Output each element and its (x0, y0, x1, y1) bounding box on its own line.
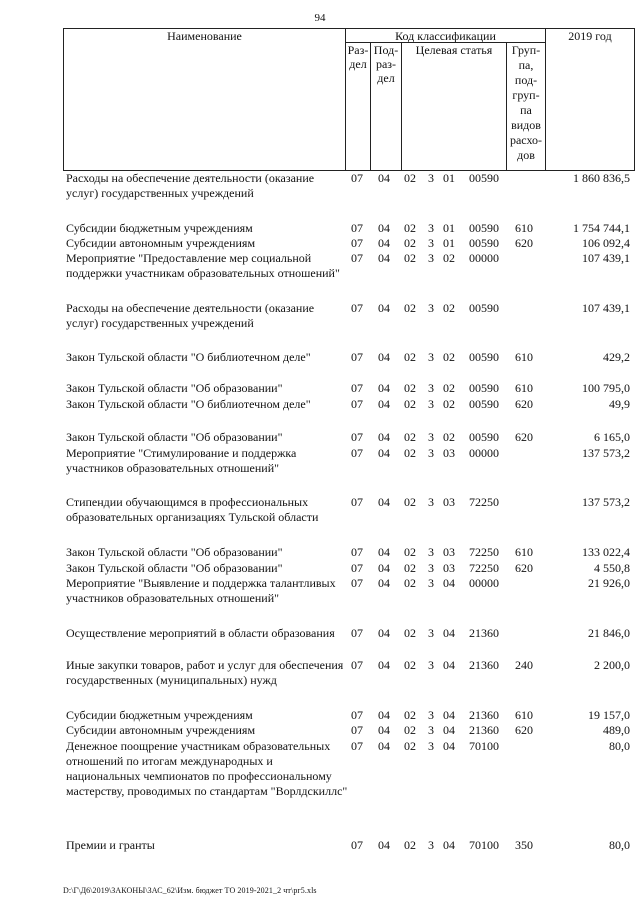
row-direction: 00590 (469, 381, 499, 395)
row-amount: 2 200,0 (594, 658, 630, 672)
row-name: Стипендии обучающимся в профессиональных образовательных организациях Тульской области (66, 495, 319, 524)
row-podrazdel: 04 (378, 708, 390, 722)
row-program: 02 (404, 708, 416, 722)
row-podrazdel: 04 (378, 171, 390, 185)
row-name: Закон Тульской области "Об образовании" (66, 381, 283, 395)
header-razdel-line: дел (349, 57, 367, 71)
row-name: Субсидии автономным учреждениям (66, 723, 256, 737)
row-event: 04 (443, 739, 455, 753)
table-header (63, 28, 635, 171)
row-subprogram: 3 (428, 430, 434, 444)
row-event: 03 (443, 545, 455, 559)
row-amount: 21 926,0 (588, 576, 630, 590)
row-name: Премии и гранты (66, 838, 155, 852)
row-razdel: 07 (351, 301, 363, 315)
row-event: 01 (443, 236, 455, 250)
row-direction: 21360 (469, 658, 499, 672)
row-program: 02 (404, 251, 416, 265)
row-event: 02 (443, 381, 455, 395)
row-razdel: 07 (351, 626, 363, 640)
row-subprogram: 3 (428, 221, 434, 235)
row-podrazdel: 04 (378, 545, 390, 559)
row-direction: 00590 (469, 350, 499, 364)
header-podrazdel-line: дел (377, 71, 395, 85)
row-expense-type: 620 (515, 397, 533, 411)
header-name: Наименование (167, 29, 242, 43)
row-event: 04 (443, 658, 455, 672)
row-podrazdel: 04 (378, 350, 390, 364)
row-expense-type: 620 (515, 236, 533, 250)
header-group-line: па, (518, 58, 534, 72)
row-name: Мероприятие "Выявление и поддержка талантливых участников образовательных отношений" (66, 576, 336, 605)
row-razdel: 07 (351, 397, 363, 411)
row-name: Денежное поощрение участникам образовательных отношений по итогам международных и национальных чемпионатов по профессиональному мастерству, проводимых по стандартам "Ворлдскиллс" (66, 739, 348, 798)
row-program: 02 (404, 236, 416, 250)
row-podrazdel: 04 (378, 561, 390, 575)
row-expense-type: 620 (515, 561, 533, 575)
row-name: Закон Тульской области "Об образовании" (66, 561, 283, 575)
row-amount: 489,0 (603, 723, 630, 737)
row-amount: 19 157,0 (588, 708, 630, 722)
row-name: Расходы на обеспечение деятельности (оказание услуг) государственных учреждений (66, 171, 315, 200)
row-subprogram: 3 (428, 236, 434, 250)
row-program: 02 (404, 350, 416, 364)
row-program: 02 (404, 723, 416, 737)
row-event: 02 (443, 251, 455, 265)
row-podrazdel: 04 (378, 626, 390, 640)
row-direction: 21360 (469, 723, 499, 737)
row-direction: 00000 (469, 251, 499, 265)
row-razdel: 07 (351, 739, 363, 753)
row-subprogram: 3 (428, 739, 434, 753)
row-subprogram: 3 (428, 171, 434, 185)
row-direction: 72250 (469, 561, 499, 575)
row-direction: 00590 (469, 236, 499, 250)
row-program: 02 (404, 561, 416, 575)
row-event: 04 (443, 723, 455, 737)
row-event: 04 (443, 576, 455, 590)
row-program: 02 (404, 626, 416, 640)
row-program: 02 (404, 545, 416, 559)
header-year-cell (545, 28, 635, 171)
row-expense-type: 620 (515, 430, 533, 444)
row-direction: 72250 (469, 545, 499, 559)
row-podrazdel: 04 (378, 838, 390, 852)
row-subprogram: 3 (428, 576, 434, 590)
row-subprogram: 3 (428, 301, 434, 315)
row-podrazdel: 04 (378, 221, 390, 235)
row-name: Закон Тульской области "О библиотечном деле" (66, 397, 311, 411)
row-name: Субсидии автономным учреждениям (66, 236, 256, 250)
row-direction: 00590 (469, 221, 499, 235)
header-target: Целевая статья (415, 43, 493, 57)
row-program: 02 (404, 495, 416, 509)
row-subprogram: 3 (428, 350, 434, 364)
row-amount: 21 846,0 (588, 626, 630, 640)
row-name: Расходы на обеспечение деятельности (оказание услуг) государственных учреждений (66, 301, 315, 330)
row-podrazdel: 04 (378, 446, 390, 460)
row-direction: 70100 (469, 739, 499, 753)
row-subprogram: 3 (428, 838, 434, 852)
row-event: 03 (443, 446, 455, 460)
row-amount: 100 795,0 (582, 381, 630, 395)
row-subprogram: 3 (428, 723, 434, 737)
row-razdel: 07 (351, 658, 363, 672)
row-podrazdel: 04 (378, 381, 390, 395)
row-event: 04 (443, 838, 455, 852)
row-event: 03 (443, 495, 455, 509)
row-amount: 137 573,2 (582, 446, 630, 460)
row-event: 02 (443, 350, 455, 364)
row-event: 02 (443, 397, 455, 411)
row-direction: 00590 (469, 397, 499, 411)
row-direction: 00000 (469, 576, 499, 590)
row-program: 02 (404, 221, 416, 235)
header-razdel-cell (345, 42, 371, 171)
row-expense-type: 610 (515, 545, 533, 559)
row-expense-type: 620 (515, 723, 533, 737)
row-podrazdel: 04 (378, 723, 390, 737)
row-razdel: 07 (351, 838, 363, 852)
row-program: 02 (404, 430, 416, 444)
row-event: 04 (443, 708, 455, 722)
row-razdel: 07 (351, 561, 363, 575)
header-group-line: под- (514, 73, 538, 87)
row-program: 02 (404, 397, 416, 411)
row-name: Закон Тульской области "О библиотечном деле" (66, 350, 311, 364)
row-razdel: 07 (351, 251, 363, 265)
row-amount: 80,0 (609, 838, 630, 852)
row-name: Мероприятие "Стимулирование и поддержка участников образовательных отношений" (66, 446, 297, 475)
row-direction: 00590 (469, 171, 499, 185)
row-razdel: 07 (351, 350, 363, 364)
row-razdel: 07 (351, 708, 363, 722)
header-podrazdel-cell (370, 42, 402, 171)
header-group-cell (506, 42, 546, 171)
header-group-line: видов (511, 118, 541, 132)
header-podrazdel-line: раз- (375, 57, 397, 71)
row-podrazdel: 04 (378, 739, 390, 753)
row-razdel: 07 (351, 171, 363, 185)
file-path-footer: D:\Г\Д6\2019\ЗАКОНЫ\ЗАС_62\Изм. бюджет ТО 2019-2021_2 чт\рг5.xls (63, 886, 317, 895)
row-subprogram: 3 (428, 495, 434, 509)
header-year: 2019 год (568, 29, 612, 43)
row-subprogram: 3 (428, 251, 434, 265)
row-amount: 107 439,1 (582, 251, 630, 265)
row-subprogram: 3 (428, 397, 434, 411)
row-subprogram: 3 (428, 708, 434, 722)
header-group-line: дов (517, 148, 535, 162)
row-name: Субсидии бюджетным учреждениям (66, 708, 253, 722)
row-amount: 106 092,4 (582, 236, 630, 250)
row-amount: 1 860 836,5 (573, 171, 630, 185)
row-name: Осуществление мероприятий в области образования (66, 626, 335, 640)
header-group-line: груп- (512, 88, 540, 102)
header-target-cell (401, 42, 507, 171)
row-podrazdel: 04 (378, 495, 390, 509)
row-expense-type: 240 (515, 658, 533, 672)
row-event: 01 (443, 171, 455, 185)
row-podrazdel: 04 (378, 301, 390, 315)
row-razdel: 07 (351, 576, 363, 590)
row-direction: 70100 (469, 838, 499, 852)
row-program: 02 (404, 739, 416, 753)
row-subprogram: 3 (428, 545, 434, 559)
row-subprogram: 3 (428, 658, 434, 672)
row-direction: 21360 (469, 626, 499, 640)
row-razdel: 07 (351, 236, 363, 250)
row-podrazdel: 04 (378, 430, 390, 444)
row-podrazdel: 04 (378, 397, 390, 411)
row-direction: 21360 (469, 708, 499, 722)
row-amount: 107 439,1 (582, 301, 630, 315)
row-direction: 00590 (469, 430, 499, 444)
row-amount: 429,2 (603, 350, 630, 364)
row-name: Закон Тульской области "Об образовании" (66, 545, 283, 559)
row-podrazdel: 04 (378, 658, 390, 672)
row-program: 02 (404, 576, 416, 590)
row-expense-type: 610 (515, 381, 533, 395)
row-expense-type: 610 (515, 221, 533, 235)
row-direction: 00000 (469, 446, 499, 460)
row-event: 01 (443, 221, 455, 235)
header-code: Код классификации (395, 29, 496, 43)
row-program: 02 (404, 658, 416, 672)
row-razdel: 07 (351, 723, 363, 737)
row-amount: 1 754 744,1 (573, 221, 630, 235)
row-program: 02 (404, 381, 416, 395)
row-event: 04 (443, 626, 455, 640)
row-amount: 6 165,0 (594, 430, 630, 444)
row-subprogram: 3 (428, 626, 434, 640)
row-direction: 00590 (469, 301, 499, 315)
header-group-line: расхо- (509, 133, 543, 147)
row-program: 02 (404, 446, 416, 460)
row-subprogram: 3 (428, 561, 434, 575)
row-amount: 80,0 (609, 739, 630, 753)
header-name-cell (63, 28, 346, 171)
row-podrazdel: 04 (378, 576, 390, 590)
row-razdel: 07 (351, 221, 363, 235)
row-program: 02 (404, 838, 416, 852)
row-razdel: 07 (351, 495, 363, 509)
row-program: 02 (404, 301, 416, 315)
row-podrazdel: 04 (378, 236, 390, 250)
row-razdel: 07 (351, 545, 363, 559)
row-name: Иные закупки товаров, работ и услуг для обеспечения государственных (муниципальных) нужд (66, 658, 344, 687)
row-razdel: 07 (351, 430, 363, 444)
row-program: 02 (404, 171, 416, 185)
row-amount: 133 022,4 (582, 545, 630, 559)
row-razdel: 07 (351, 446, 363, 460)
header-group-line: Груп- (511, 43, 541, 57)
row-amount: 49,9 (609, 397, 630, 411)
header-razdel-line: Раз- (347, 43, 369, 57)
row-event: 03 (443, 561, 455, 575)
row-name: Субсидии бюджетным учреждениям (66, 221, 253, 235)
row-event: 02 (443, 430, 455, 444)
page-number: 94 (314, 12, 326, 24)
header-group-line: па (520, 103, 532, 117)
row-subprogram: 3 (428, 446, 434, 460)
row-expense-type: 610 (515, 350, 533, 364)
row-expense-type: 350 (515, 838, 533, 852)
row-razdel: 07 (351, 381, 363, 395)
row-event: 02 (443, 301, 455, 315)
header-podrazdel-line: Под- (373, 43, 399, 57)
header-code-cell (345, 28, 546, 43)
row-amount: 4 550,8 (594, 561, 630, 575)
row-name: Мероприятие "Предоставление мер социальной поддержки участникам образовательных отношений" (66, 251, 340, 280)
row-subprogram: 3 (428, 381, 434, 395)
row-direction: 72250 (469, 495, 499, 509)
row-name: Закон Тульской области "Об образовании" (66, 430, 283, 444)
row-expense-type: 610 (515, 708, 533, 722)
row-amount: 137 573,2 (582, 495, 630, 509)
row-podrazdel: 04 (378, 251, 390, 265)
